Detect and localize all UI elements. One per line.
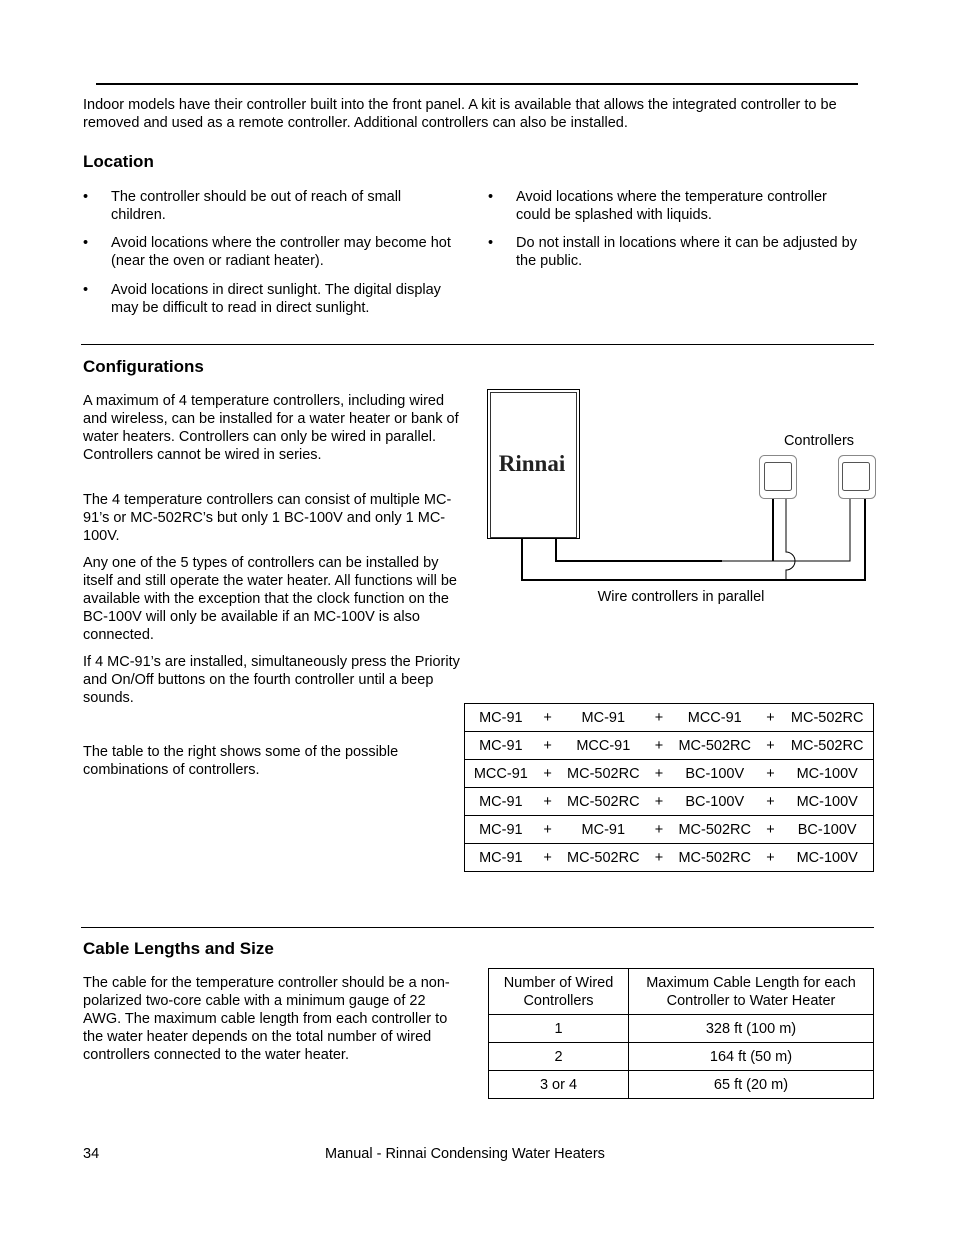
- page-number: 34: [83, 1146, 100, 1162]
- controller-model-cell: MCC-91: [670, 704, 760, 732]
- footer-title: Manual - Rinnai Condensing Water Heaters: [325, 1146, 605, 1162]
- controller-model-cell: MC-91: [465, 844, 537, 872]
- controller-model-cell: MC-502RC: [559, 788, 649, 816]
- plus-sign: +: [537, 704, 559, 732]
- plus-sign: +: [648, 704, 670, 732]
- table-row: [465, 760, 874, 788]
- config-paragraph: If 4 MC-91’s are installed, simultaneously press the Priority and On/Off buttons on the fourth controller until a beep sounds.: [83, 654, 460, 706]
- controller-model-cell: MC-502RC: [559, 760, 649, 788]
- controller-model-cell: MCC-91: [559, 732, 649, 760]
- controller-model-cell: MC-91: [465, 816, 537, 844]
- rinnai-logo: Rinnai: [498, 451, 566, 476]
- plus-sign: +: [648, 816, 670, 844]
- table-cell: 65 ft (20 m): [629, 1071, 874, 1099]
- table-row: [465, 844, 874, 872]
- intro-text: Indoor models have their controller built into the front panel. A kit is available that allows the integrated controller to be removed and used as a remote controller. Additional controllers can also be installed.: [83, 97, 837, 131]
- config-paragraph: The table to the right shows some of the possible combinations of controllers.: [83, 744, 399, 778]
- plus-sign: +: [648, 788, 670, 816]
- plus-sign: +: [760, 760, 782, 788]
- table-row: [465, 816, 874, 844]
- plus-sign: +: [648, 760, 670, 788]
- table-cell: 328 ft (100 m): [629, 1015, 874, 1043]
- manual-page: Indoor models have their controller built into the front panel. A kit is available that allows the integrated controller to be removed and used as a remote controller. Additional controllers can also be installed. Location • The controller should be out of reach of small children. • Avoid locations where the controller may become hot (near the oven or radiant heater). • Avoid locations in direct sunlight. The digital display may be difficult to read in direct sunlight. • Avoid locations where the temperature controller could be splashed with liquids. • Do not install in locations where it can be adjusted by the public. Configurations A maximum of 4 temperature controllers, including wired and wireless, can be installed for a water heater or bank of water heaters. Controllers can only be wired in parallel. Controllers cannot be wired in series. The 4 temperature controllers can consist of multiple MC-91’s or MC-502RC’s but only 1 BC-100V and only 1 MC-100V. Any one of the 5 types of controllers can be installed by itself and still operate the water heater. All functions will be available with the exception that the clock function on the BC-100V will only be available if an MC-100V is also connected. If 4 MC-91’s are installed, simultaneously press the Priority and On/Off buttons on the fourth controller until a beep sounds. The table to the right shows some of the possible combinations of controllers. Rinnai Controllers Wire controllers in parallel MC-91 + MC-91 + MCC-91 + MC-502RC MC-91 + MCC-91 + MC-502RC + MC-502RC MCC-91 + MC-502RC + BC-100V + MC-100V MC-91 + MC-502RC + BC-100V + MC-100V MC-91 + MC-91 + MC-502RC + BC-100V MC-91 + MC-502RC + MC-502RC + MC-100V Cable Lengths and Size The cable for the temperature controller should be a non-polarized two-core cable with a minimum gauge of 22 AWG. The maximum cable length from each controller to the water heater depends on the total number of wired controllers connected to the water heater. Number of Wired Controllers Maximum Cable Length for each Controller to Water Heater 1 328 ft (100 m) 2 164 ft (50 m) 3 or 4 65 ft (20 m) 34 Manual - Rinnai Condensing Water Heaters: [0, 0, 954, 1235]
- plus-sign: +: [760, 844, 782, 872]
- controller-icon: [839, 456, 876, 499]
- controller-model-cell: MC-91: [465, 732, 537, 760]
- table-row: [489, 1071, 874, 1099]
- controller-model-cell: MC-100V: [781, 788, 873, 816]
- table-cell: 3 or 4: [489, 1071, 629, 1099]
- controller-model-cell: MC-502RC: [781, 704, 873, 732]
- cable-length-table: [488, 968, 874, 1099]
- table-cell: 2: [489, 1043, 629, 1071]
- controller-model-cell: MC-502RC: [670, 732, 760, 760]
- column-header: Maximum Cable Length for each Controller to Water Heater: [629, 969, 874, 1015]
- column-header: Number of Wired Controllers: [489, 969, 629, 1015]
- plus-sign: +: [537, 788, 559, 816]
- controller-model-cell: MC-502RC: [781, 732, 873, 760]
- controller-model-cell: MC-100V: [781, 844, 873, 872]
- table-row: [465, 788, 874, 816]
- controller-model-cell: MCC-91: [465, 760, 537, 788]
- controller-model-cell: BC-100V: [670, 760, 760, 788]
- location-heading: Location: [83, 152, 154, 171]
- table-row: [465, 732, 874, 760]
- cable-paragraph: The cable for the temperature controller should be a non-polarized two-core cable with a minimum gauge of 22 AWG. The maximum cable length from each controller to the water heater depends on the total number of wired controllers connected to the water heater.: [83, 975, 450, 1063]
- table-cell: 1: [489, 1015, 629, 1043]
- config-paragraph: The 4 temperature controllers can consist of multiple MC-91’s or MC-502RC’s but only 1 BC-100V and only 1 MC-100V.: [83, 492, 452, 544]
- controller-icon: [760, 456, 797, 499]
- plus-sign: +: [760, 816, 782, 844]
- plus-sign: +: [648, 844, 670, 872]
- config-paragraph: Any one of the 5 types of controllers can be installed by itself and still operate the water heater. All functions will be available with the exception that the clock function on the BC-100V will only be available if an MC-100V is also connected.: [83, 555, 457, 643]
- plus-sign: +: [760, 704, 782, 732]
- configurations-heading: Configurations: [83, 357, 204, 376]
- cable-heading: Cable Lengths and Size: [83, 939, 274, 958]
- controller-model-cell: MC-91: [559, 816, 649, 844]
- table-row: [465, 704, 874, 732]
- plus-sign: +: [537, 844, 559, 872]
- combinations-table: [464, 703, 874, 872]
- plus-sign: +: [760, 732, 782, 760]
- plus-sign: +: [537, 760, 559, 788]
- table-cell: 164 ft (50 m): [629, 1043, 874, 1071]
- config-paragraph: A maximum of 4 temperature controllers, including wired and wireless, can be installed for a water heater or bank of water heaters. Controllers can only be wired in parallel. Controllers cannot be wired in series.: [83, 393, 459, 463]
- controller-model-cell: BC-100V: [670, 788, 760, 816]
- controller-model-cell: MC-502RC: [670, 844, 760, 872]
- controllers-label: Controllers: [783, 433, 855, 449]
- plus-sign: +: [537, 732, 559, 760]
- table-header-row: [489, 969, 874, 1015]
- plus-sign: +: [760, 788, 782, 816]
- table-row: [489, 1043, 874, 1071]
- table-row: [489, 1015, 874, 1043]
- controller-model-cell: MC-502RC: [670, 816, 760, 844]
- plus-sign: +: [537, 816, 559, 844]
- controller-model-cell: MC-502RC: [559, 844, 649, 872]
- controller-model-cell: MC-91: [559, 704, 649, 732]
- controller-model-cell: MC-91: [465, 788, 537, 816]
- controller-model-cell: BC-100V: [781, 816, 873, 844]
- plus-sign: +: [648, 732, 670, 760]
- controller-model-cell: MC-91: [465, 704, 537, 732]
- controller-model-cell: MC-100V: [781, 760, 873, 788]
- section-divider: [81, 927, 874, 928]
- diagram-caption: Wire controllers in parallel: [597, 589, 765, 605]
